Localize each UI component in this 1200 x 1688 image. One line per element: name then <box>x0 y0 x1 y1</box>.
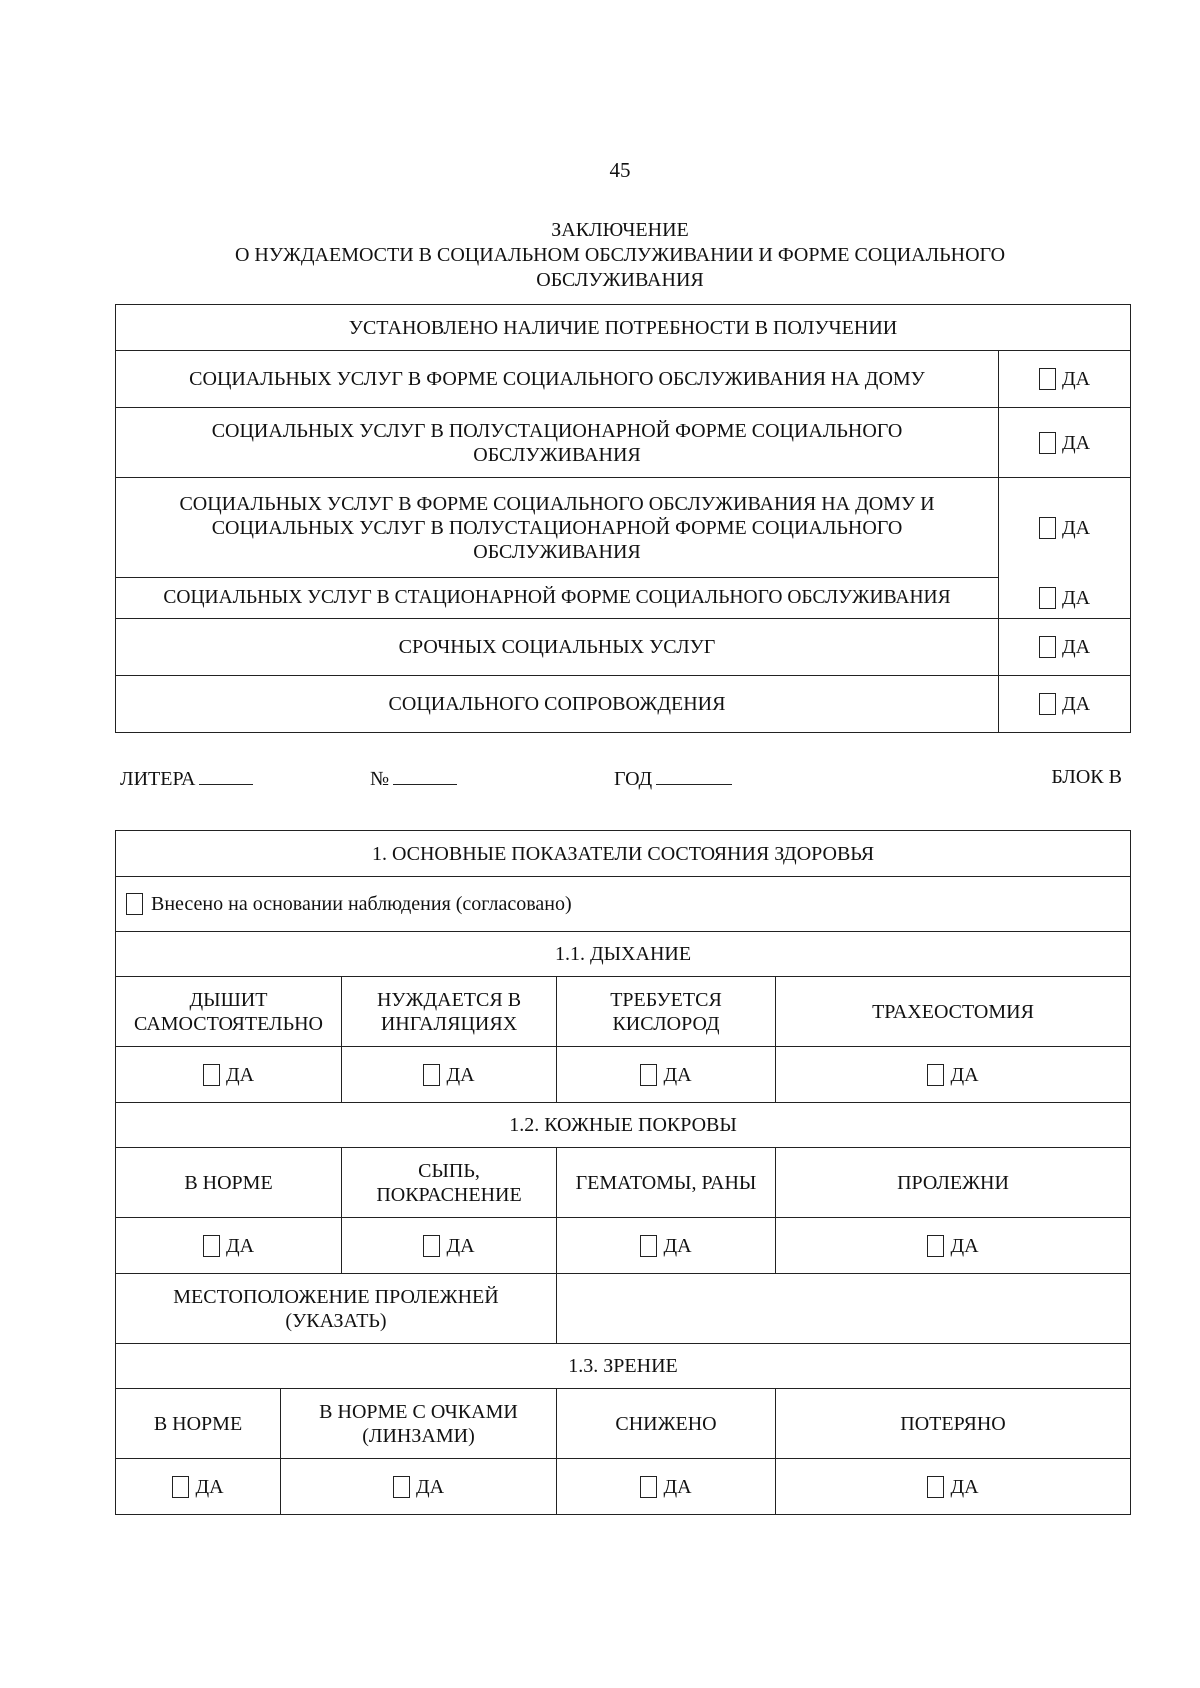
need-row-home-and-semistationary <box>116 478 1131 578</box>
yes-label: ДА <box>1061 516 1091 539</box>
need-row-home <box>116 351 1131 408</box>
vision-col-normal: В НОРМЕ <box>116 1389 281 1459</box>
number-input[interactable] <box>393 766 457 785</box>
breathing-col-oxygen: ТРЕБУЕТСЯ КИСЛОРОД <box>557 977 776 1047</box>
bedsore-location-input[interactable] <box>557 1274 1131 1344</box>
yes-label: ДА <box>225 1234 255 1257</box>
yes-label: ДА <box>225 1063 255 1086</box>
title-line-3: ОБСЛУЖИВАНИЯ <box>536 269 704 291</box>
checkbox-breathing-inhalation[interactable] <box>423 1064 440 1086</box>
checkbox-vision-reduced[interactable] <box>640 1476 657 1498</box>
health-table-header: 1. ОСНОВНЫЕ ПОКАЗАТЕЛИ СОСТОЯНИЯ ЗДОРОВЬЯ <box>116 831 1131 877</box>
breathing-section-title: 1.1. ДЫХАНИЕ <box>116 932 1131 977</box>
need-row-stationary <box>116 578 1131 619</box>
yes-label: ДА <box>446 1234 475 1257</box>
yes-label: ДА <box>1061 636 1091 658</box>
need-row-checkbox-cell[interactable] <box>999 578 1131 619</box>
checkbox-breathing-tracheostomy[interactable] <box>927 1064 944 1086</box>
skin-checkboxes <box>116 1218 1131 1274</box>
checkbox-home-and-semistationary[interactable] <box>1039 517 1056 539</box>
vision-col-reduced: СНИЖЕНО <box>557 1389 776 1459</box>
checkbox-skin-wounds[interactable] <box>640 1235 657 1257</box>
checkbox-skin-rash[interactable] <box>423 1235 440 1257</box>
checkbox-observation[interactable] <box>126 893 143 915</box>
checkbox-skin-normal[interactable] <box>203 1235 220 1257</box>
checkbox-vision-lost[interactable] <box>927 1476 944 1498</box>
yes-label: ДА <box>663 1234 692 1257</box>
need-row-label: СОЦИАЛЬНЫХ УСЛУГ В ФОРМЕ СОЦИАЛЬНОГО ОБСЛУЖИВАНИЯ НА ДОМУ И СОЦИАЛЬНЫХ УСЛУГ В ПОЛУСТАЦИОНАРНОЙ ФОРМЕ СОЦИАЛЬНОГО ОБСЛУЖИВАНИЯ <box>116 478 999 578</box>
checkbox-stationary[interactable] <box>1039 587 1056 609</box>
need-table <box>115 304 1131 733</box>
yes-label: ДА <box>415 1475 445 1498</box>
year-label: ГОД <box>614 768 653 790</box>
health-table <box>115 830 1131 1515</box>
vision-col-glasses: В НОРМЕ С ОЧКАМИ (ЛИНЗАМИ) <box>281 1389 557 1459</box>
observation-note: Внесено на основании наблюдения (согласовано) <box>151 893 572 915</box>
bedsore-location-label: МЕСТОПОЛОЖЕНИЕ ПРОЛЕЖНЕЙ (УКАЗАТЬ) <box>116 1274 557 1344</box>
need-row-checkbox-cell[interactable] <box>999 676 1131 733</box>
yes-label: ДА <box>950 1234 979 1257</box>
need-row-label: СОЦИАЛЬНЫХ УСЛУГ В СТАЦИОНАРНОЙ ФОРМЕ СОЦИАЛЬНОГО ОБСЛУЖИВАНИЯ <box>116 578 999 619</box>
page-number: 45 <box>609 158 631 182</box>
bedsore-location-row <box>116 1274 1131 1344</box>
checkbox-vision-glasses[interactable] <box>393 1476 410 1498</box>
yes-label: ДА <box>446 1063 475 1086</box>
checkbox-breathing-self[interactable] <box>203 1064 220 1086</box>
breathing-col-tracheostomy: ТРАХЕОСТОМИЯ <box>776 977 1131 1047</box>
yes-label: ДА <box>1061 431 1091 454</box>
observation-note-cell <box>116 877 1131 932</box>
checkbox-skin-bedsores[interactable] <box>927 1235 944 1257</box>
number-label: № <box>370 768 390 790</box>
need-row-label: СРОЧНЫХ СОЦИАЛЬНЫХ УСЛУГ <box>116 619 999 676</box>
need-row-checkbox-cell[interactable] <box>999 408 1131 478</box>
need-row-escort <box>116 676 1131 733</box>
skin-columns <box>116 1148 1131 1218</box>
vision-checkboxes <box>116 1459 1131 1515</box>
block-label: БЛОК В <box>1051 766 1122 788</box>
yes-label: ДА <box>950 1475 979 1498</box>
skin-col-normal: В НОРМЕ <box>116 1148 342 1218</box>
checkbox-escort[interactable] <box>1039 693 1056 715</box>
yes-label: ДА <box>663 1063 692 1086</box>
need-row-label: СОЦИАЛЬНЫХ УСЛУГ В ПОЛУСТАЦИОНАРНОЙ ФОРМЕ СОЦИАЛЬНОГО ОБСЛУЖИВАНИЯ <box>116 408 999 478</box>
need-table-header: УСТАНОВЛЕНО НАЛИЧИЕ ПОТРЕБНОСТИ В ПОЛУЧЕНИИ <box>116 305 1131 351</box>
year-field <box>614 766 732 791</box>
year-input[interactable] <box>656 766 732 785</box>
need-row-checkbox-cell[interactable] <box>999 351 1131 408</box>
vision-columns <box>116 1389 1131 1459</box>
yes-label: ДА <box>195 1475 224 1498</box>
breathing-checkboxes <box>116 1047 1131 1103</box>
need-row-checkbox-cell[interactable] <box>999 619 1131 676</box>
skin-col-wounds: ГЕМАТОМЫ, РАНЫ <box>557 1148 776 1218</box>
yes-label: ДА <box>1061 368 1091 390</box>
number-field <box>370 766 457 791</box>
vision-section-title: 1.3. ЗРЕНИЕ <box>116 1344 1131 1389</box>
need-row-semistationary <box>116 408 1131 478</box>
litera-field <box>120 766 253 791</box>
checkbox-vision-normal[interactable] <box>172 1476 189 1498</box>
vision-col-lost: ПОТЕРЯНО <box>776 1389 1131 1459</box>
yes-label: ДА <box>950 1063 979 1086</box>
breathing-col-inhalation: НУЖДАЕТСЯ В ИНГАЛЯЦИЯХ <box>342 977 557 1047</box>
breathing-col-self: ДЫШИТ САМОСТОЯТЕЛЬНО <box>116 977 342 1047</box>
checkbox-semistationary[interactable] <box>1039 432 1056 454</box>
skin-section-title: 1.2. КОЖНЫЕ ПОКРОВЫ <box>116 1103 1131 1148</box>
need-row-urgent <box>116 619 1131 676</box>
breathing-columns <box>116 977 1131 1047</box>
checkbox-breathing-oxygen[interactable] <box>640 1064 657 1086</box>
need-row-label: СОЦИАЛЬНЫХ УСЛУГ В ФОРМЕ СОЦИАЛЬНОГО ОБСЛУЖИВАНИЯ НА ДОМУ <box>116 351 999 408</box>
need-row-checkbox-cell[interactable] <box>999 478 1131 578</box>
litera-label: ЛИТЕРА <box>120 768 196 790</box>
title-line-1: ЗАКЛЮЧЕНИЕ <box>551 219 689 241</box>
document-title <box>150 218 1090 293</box>
yes-label: ДА <box>1061 693 1091 715</box>
litera-input[interactable] <box>199 766 253 785</box>
title-line-2: О НУЖДАЕМОСТИ В СОЦИАЛЬНОМ ОБСЛУЖИВАНИИ И ФОРМЕ СОЦИАЛЬНОГО <box>234 244 1006 266</box>
need-row-label: СОЦИАЛЬНОГО СОПРОВОЖДЕНИЯ <box>116 676 999 733</box>
skin-col-rash: СЫПЬ, ПОКРАСНЕНИЕ <box>342 1148 557 1218</box>
yes-label: ДА <box>663 1475 692 1498</box>
checkbox-urgent[interactable] <box>1039 636 1056 658</box>
checkbox-home[interactable] <box>1039 368 1056 390</box>
skin-col-bedsores: ПРОЛЕЖНИ <box>776 1148 1131 1218</box>
yes-label: ДА <box>1061 586 1091 609</box>
